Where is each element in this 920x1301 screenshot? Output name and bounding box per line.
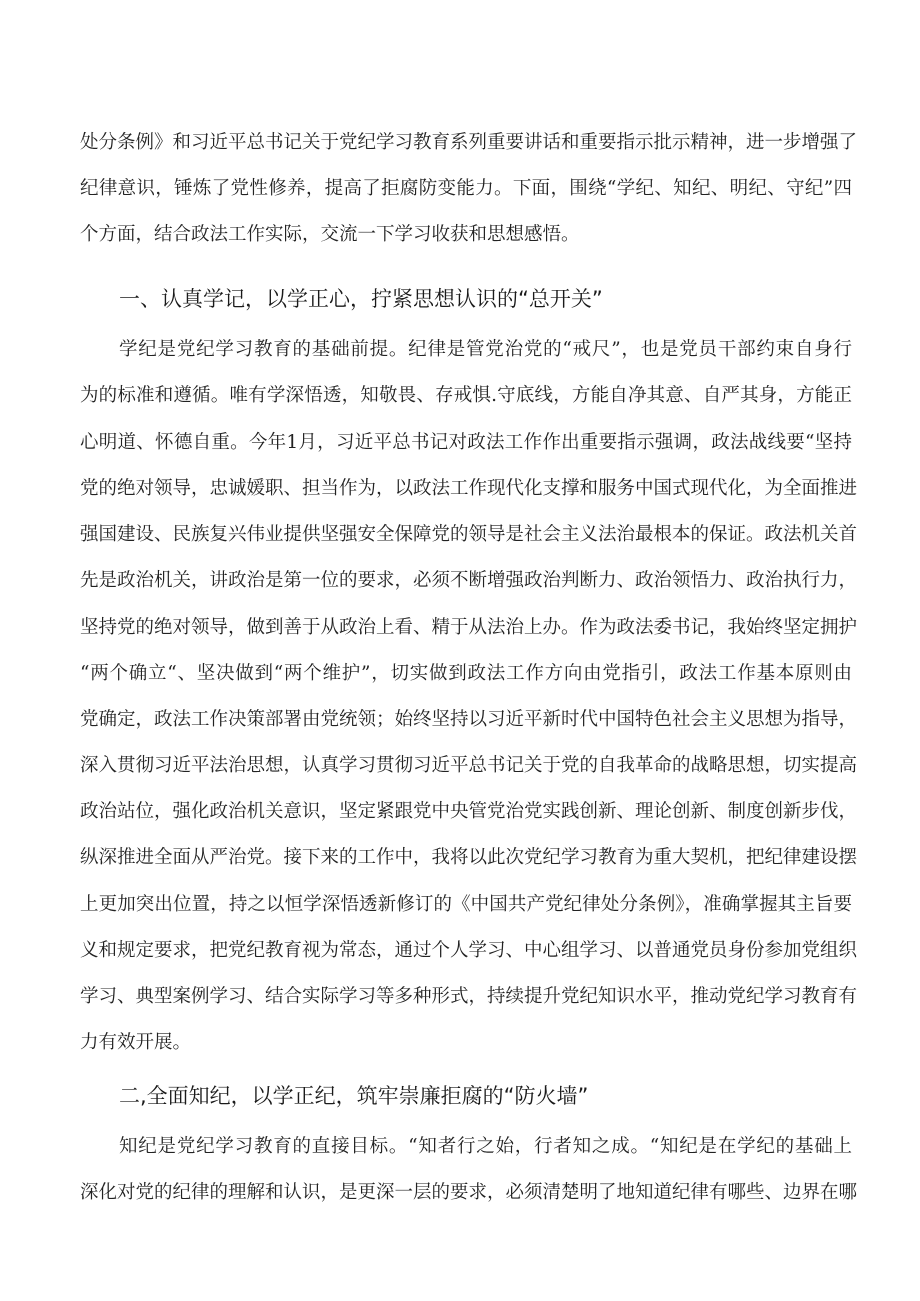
paragraph-line: 心明道、怀德自重。今年1月，习近平总书记对政法工作作出重要指示强调，政法战线要“坚持 [80,432,852,453]
paragraph-line: 上更加突出位置，持之以恒学深悟透新修订的《中国共产党纪律处分条例》，准确掌握其主旨要 [80,894,852,915]
paragraph-line: 坚持党的绝对领导，做到善于从政治上看、精于从法治上办。作为政法委书记，我始终坚定拥护 [80,617,858,638]
paragraph-line: 强国建设、民族复兴伟业提供坚强安全保障党的领导是社会主义法治最根本的保证。政法机关首 [80,524,858,545]
paragraph-line: 为的标准和遵循。唯有学深悟透，知敬畏、存戒惧.守底线，方能自净其意、自严其身，方能正 [80,385,852,406]
paragraph-line: 纵深推进全面从严治党。接下来的工作中，我将以此次党纪学习教育为重大契机，把纪律建设摆 [80,847,858,868]
paragraph-line: 政治站位，强化政治机关意识，坚定紧跟党中央管党治党实践创新、理论创新、制度创新步伐， [80,801,858,822]
paragraph-line: 学纪是党纪学习教育的基础前提。纪律是管党治党的“戒尺”，也是党员干部约束自身行 [119,339,852,360]
intro-line: 个方面，结合政法工作实际，交流一下学习收获和思想感悟。 [80,224,580,245]
paragraph-line: 党的绝对领导，忠诚媛职、担当作为，以政法工作现代化支撑和服务中国式现代化，为全面推进 [80,478,858,499]
paragraph-line: 义和规定要求，把党纪教育视为常态，通过个人学习、中心组学习、以普通党员身份参加党组织 [80,940,858,961]
paragraph-line: 深化对党的纪律的理解和认识，是更深一层的要求，必须清楚明了地知道纪律有哪些、边界在哪 [80,1182,858,1203]
paragraph-line: “两个确立“、坚决做到“两个维护”，切实做到政法工作方向由党指引，政法工作基本原则由 [80,663,852,684]
paragraph-line: 先是政治机关，讲政治是第一位的要求，必须不断增强政治判断力、政治领悟力、政治执行力， [80,570,858,591]
intro-line: 处分条例》和习近平总书记关于党纪学习教育系列重要讲话和重要指示批示精神，进一步增强了 [80,132,858,153]
section-heading-1: 一、认真学记，以学正心，拧紧思想认识的“总开关” [119,287,603,311]
paragraph-line: 学习、典型案例学习、结合实际学习等多种形式，持续提升党纪知识水平，推动党纪学习教育有 [80,986,858,1007]
paragraph-line: 深入贯彻习近平法治思想，认真学习贯彻习近平总书记关于党的自我革命的战略思想，切实提高 [80,755,858,776]
paragraph-line: 知纪是党纪学习教育的直接目标。“知者行之始，行者知之成。“知纪是在学纪的基础上 [119,1136,852,1157]
section-heading-2: 二,全面知纪，以学正纪，筑牢崇廉拒腐的“防火墙” [119,1084,589,1108]
paragraph-line: 力有效开展。 [80,1032,192,1053]
paragraph-line: 党确定，政法工作决策部署由党统领；始终坚持以习近平新时代中国特色社会主义思想为指导， [80,709,858,730]
intro-line: 纪律意识，锤炼了党性修养，提高了拒腐防变能力。下面，围绕“学纪、知纪、明纪、守纪”四 [80,178,852,199]
